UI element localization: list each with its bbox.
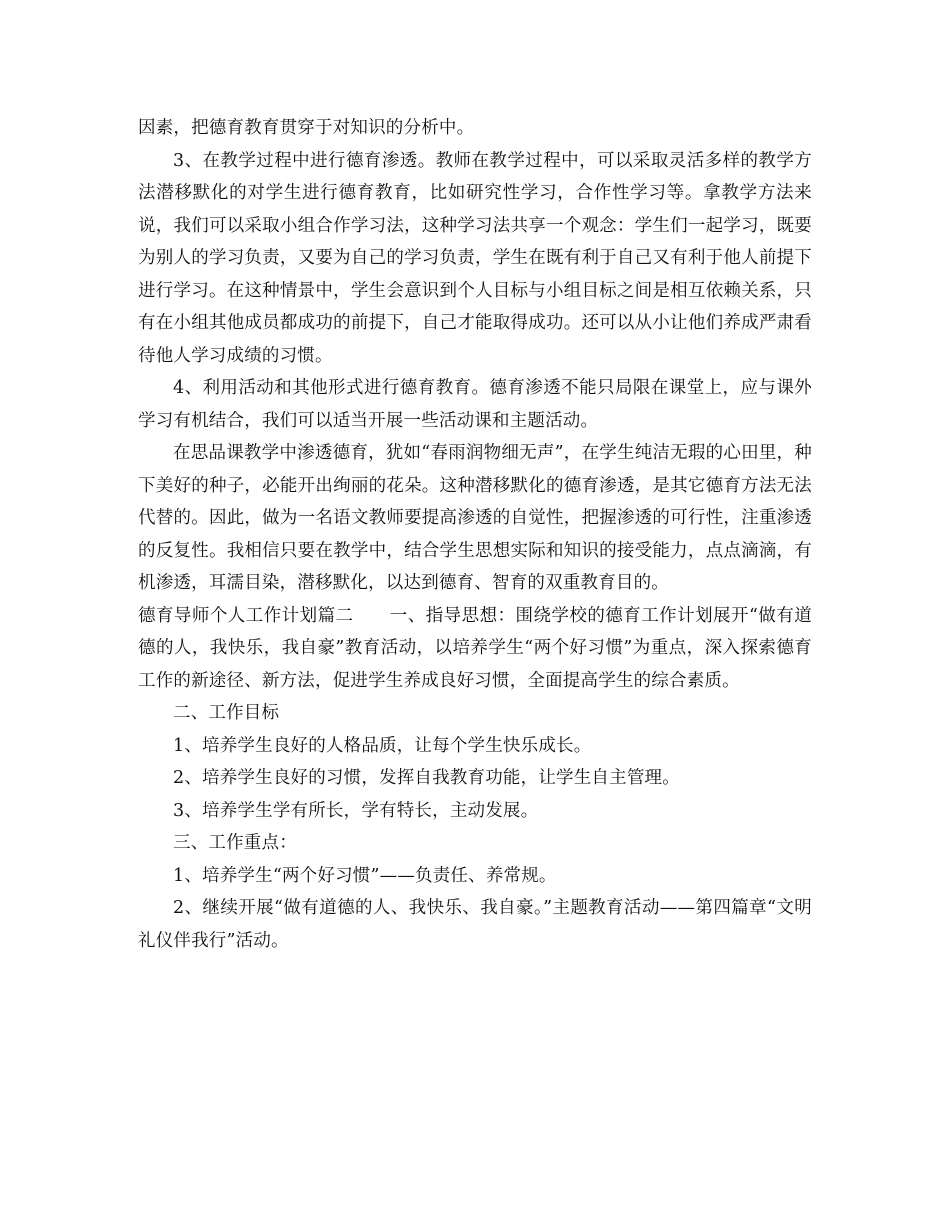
goal-item-2: 2、培养学生良好的习惯，发挥自我教育功能，让学生自主管理。 — [173, 768, 680, 788]
goal-item-1: 1、培养学生良好的人格品质，让每个学生快乐成长。 — [173, 735, 592, 756]
paragraph-item-4: 4、利用活动和其他形式进行德育教育。德育渗透不能只局限在课堂上，应与课外学习有机结合，我们可以适当开展一些活动课和主题活动。 — [138, 378, 812, 431]
section-heading: 德育导师个人工作计划篇二 — [138, 605, 354, 626]
document-page — [138, 112, 812, 957]
paragraph-item-3: 3、在教学过程中进行德育渗透。教师在教学过程中，可以采取灵活多样的教学方法潜移默化的对学生进行德育教育，比如研究性学习，合作性学习等。拿教学方法来说，我们可以采取小组合作学习法，这种学习法共享一个观念：学生们一起学习，既要为别人的学习负责，又要为自己的学习负责，学生在既有利于自己又有利于他人前提下进行学习。在这种情景中，学生会意识到个人目标与小组目标之间是相互依赖关系，只有在小组其他成员都成功的前提下，自己才能取得成功。还可以从小让他们养成严肃看待他人学习成绩的习惯。 — [138, 150, 812, 366]
heading-work-goals: 二、工作目标 — [173, 703, 280, 723]
focus-item-1: 1、培养学生“两个好习惯”——负责任、养常规。 — [173, 865, 557, 886]
paragraph-continuation: 因素，把德育教育贯穿于对知识的分析中。 — [138, 118, 475, 138]
heading-work-focus: 三、工作重点： — [173, 833, 297, 853]
paragraph-conclusion: 在思品课教学中渗透德育，犹如“春雨润物细无声”，在学生纯洁无瑕的心田里，种下美好的种子，必能开出绚丽的花朵。这种潜移默化的德育渗透，是其它德育方法无法代替的。因此，做为一名语文教师要提高渗透的自觉性，把握渗透的可行性，注重渗透的反复性。我相信只要在教学中，结合学生思想实际和知识的接受能力，点点滴滴，有机渗透，耳濡目染，潜移默化，以达到德育、智育的双重教育目的。 — [138, 443, 812, 593]
section-intro: 一、指导思想：围绕学校的德育工作计划展开“做有道德的人，我快乐，我自豪”教育活动，以培养学生“两个好习惯”为重点，深入探索德育工作的新途径、新方法，促进学生养成良好习惯，全面提高学生的综合素质。 — [138, 605, 812, 691]
focus-item-2: 2、继续开展“做有道德的人、我快乐、我自豪。”主题教育活动——第四篇章“文明礼仪伴我行”活动。 — [138, 898, 812, 951]
section-two-paragraph — [138, 600, 812, 698]
goal-item-3: 3、培养学生学有所长，学有特长，主动发展。 — [173, 800, 539, 821]
